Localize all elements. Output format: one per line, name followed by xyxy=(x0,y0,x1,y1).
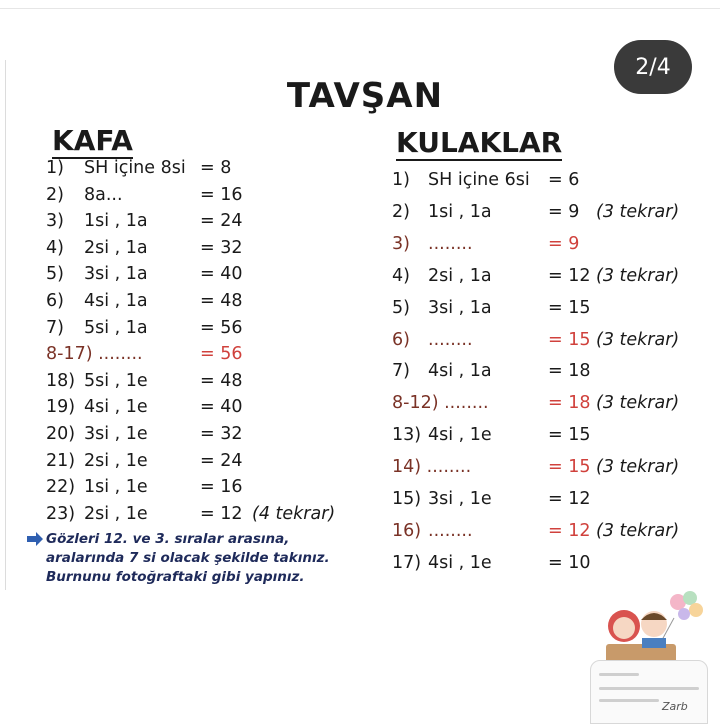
repeat-note: (3 tekrar) xyxy=(596,265,680,286)
stitch-count: = 24 xyxy=(200,450,243,471)
phone-content-bar xyxy=(599,699,659,702)
row-number: 7) xyxy=(392,361,410,382)
stitch-instruction: 5si , 1a xyxy=(84,317,148,338)
stitch-count: = 18 xyxy=(548,393,591,414)
stitch-instruction: 1si , 1e xyxy=(84,477,148,498)
row-number: 23) xyxy=(46,503,76,524)
stitch-count: = 32 xyxy=(200,424,243,444)
stitch-instruction: 8a... xyxy=(84,184,123,205)
stitch-instruction: 1si , 1a xyxy=(428,201,492,222)
stitch-count: = 48 xyxy=(200,291,243,311)
row-number: 20) xyxy=(46,424,76,444)
arrow-right-icon xyxy=(26,532,44,546)
stitch-count: = 12 xyxy=(548,520,591,541)
stitch-count: = 16 xyxy=(200,477,243,498)
stitch-instruction: 4si , 1a xyxy=(428,361,492,382)
stitch-count: = 12 xyxy=(548,489,591,509)
watermark: Zarb xyxy=(662,700,688,713)
stitch-count: = 9 xyxy=(548,201,580,222)
stitch-count: = 6 xyxy=(548,170,580,190)
row-number: 19) xyxy=(46,397,76,418)
stitch-instruction: ........ xyxy=(428,329,473,350)
row-number: 16) xyxy=(392,520,422,541)
stitch-instruction: 4si , 1e xyxy=(84,397,148,418)
row-number: 5) xyxy=(392,297,410,318)
note-line: Gözleri 12. ve 3. sıralar arasına, xyxy=(46,531,290,547)
stitch-count: = 15 xyxy=(548,425,591,446)
row-number: 1) xyxy=(46,158,64,178)
row-number: 21) xyxy=(46,450,76,471)
row-number: 17) xyxy=(392,552,422,573)
note-line: Burnunu fotoğraftaki gibi yapınız. xyxy=(46,569,305,585)
kulaklar-heading: KULAKLAR xyxy=(396,126,563,159)
stitch-instruction: 2si , 1e xyxy=(84,503,148,524)
repeat-note: (3 tekrar) xyxy=(596,393,680,414)
row-number: 7) xyxy=(46,317,64,338)
stitch-count: = 48 xyxy=(200,370,243,391)
row-number: 6) xyxy=(46,291,64,311)
stitch-count: = 56 xyxy=(200,344,243,365)
assembly-note xyxy=(46,530,330,587)
stitch-instruction: ........ xyxy=(428,520,473,541)
row-number: 8-17) ........ xyxy=(46,344,143,365)
stitch-instruction: 3si , 1e xyxy=(428,489,492,509)
stitch-count: = 12 xyxy=(200,503,243,524)
row-number: 4) xyxy=(392,265,410,286)
stitch-count: = 40 xyxy=(200,264,243,285)
stitch-count: = 56 xyxy=(200,317,243,338)
stitch-count: = 16 xyxy=(200,184,243,205)
note-line: aralarında 7 si olacak şekilde takınız. xyxy=(46,550,330,566)
stitch-instruction: 2si , 1a xyxy=(84,237,148,258)
stitch-instruction: 3si , 1a xyxy=(84,264,148,285)
stitch-count: = 15 xyxy=(548,297,591,318)
stitch-instruction: 2si , 1e xyxy=(84,450,148,471)
row-number: 8-12) ........ xyxy=(392,393,489,414)
repeat-note: (3 tekrar) xyxy=(596,457,680,478)
repeat-note: (3 tekrar) xyxy=(596,329,680,350)
phone-mockup xyxy=(590,660,708,724)
row-number: 6) xyxy=(392,329,410,350)
stitch-count: = 40 xyxy=(200,397,243,418)
row-number: 22) xyxy=(46,477,76,498)
row-number: 14) ........ xyxy=(392,457,472,478)
stitch-instruction: 3si , 1a xyxy=(428,297,492,318)
stitch-instruction: 1si , 1a xyxy=(84,211,148,232)
stitch-count: = 32 xyxy=(200,237,243,258)
stitch-count: = 10 xyxy=(548,552,591,573)
stitch-count: = 8 xyxy=(200,158,232,178)
stitch-instruction: SH içine 6si xyxy=(428,170,530,190)
stitch-instruction: ........ xyxy=(428,233,473,254)
row-number: 2) xyxy=(392,201,410,222)
repeat-note: (3 tekrar) xyxy=(596,520,680,541)
row-number: 13) xyxy=(392,425,422,446)
left-border xyxy=(5,60,6,590)
stitch-count: = 24 xyxy=(200,211,243,232)
kids-illustration xyxy=(596,588,706,670)
top-divider xyxy=(0,8,720,9)
stitch-instruction: 4si , 1e xyxy=(428,425,492,446)
row-number: 2) xyxy=(46,184,64,205)
stitch-instruction: 3si , 1e xyxy=(84,424,148,444)
repeat-note: (4 tekrar) xyxy=(252,503,336,524)
row-number: 4) xyxy=(46,237,64,258)
phone-header-bar xyxy=(599,687,699,690)
row-number: 1) xyxy=(392,170,410,190)
stitch-count: = 15 xyxy=(548,457,591,478)
stitch-count: = 15 xyxy=(548,329,591,350)
stitch-count: = 12 xyxy=(548,265,591,286)
row-number: 3) xyxy=(46,211,64,232)
stitch-instruction: SH içine 8si xyxy=(84,158,186,178)
stitch-instruction: 2si , 1a xyxy=(428,265,492,286)
stitch-instruction: 4si , 1a xyxy=(84,291,148,311)
row-number: 3) xyxy=(392,233,410,254)
kafa-heading: KAFA xyxy=(52,124,133,157)
page-counter-badge[interactable]: 2/4 xyxy=(614,40,692,94)
stitch-count: = 18 xyxy=(548,361,591,382)
row-number: 15) xyxy=(392,489,422,509)
page-title: TAVŞAN xyxy=(286,76,444,116)
row-number: 5) xyxy=(46,264,64,285)
phone-status-bar xyxy=(599,673,639,676)
stitch-instruction: 5si , 1e xyxy=(84,370,148,391)
row-number: 18) xyxy=(46,370,76,391)
repeat-note: (3 tekrar) xyxy=(596,201,680,222)
stitch-instruction: 4si , 1e xyxy=(428,552,492,573)
stitch-count: = 9 xyxy=(548,233,580,254)
